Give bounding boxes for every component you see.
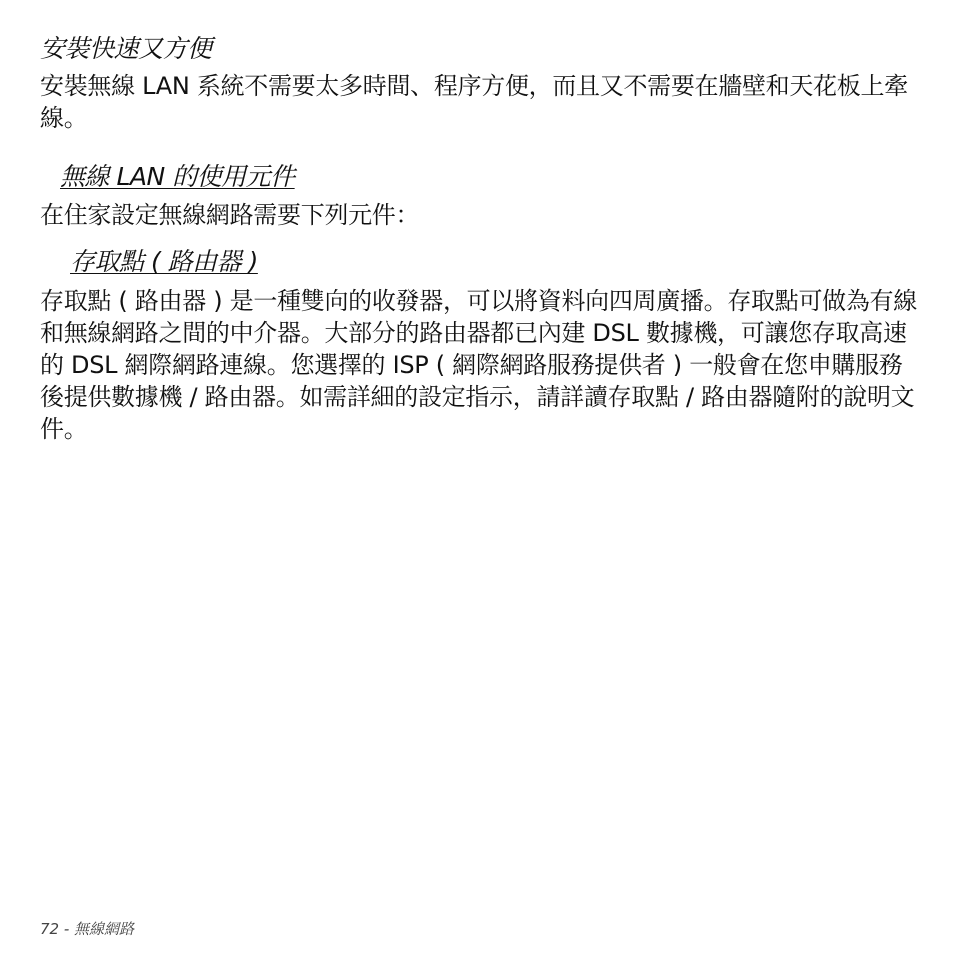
section-heading-install: 安裝快速又方便 bbox=[40, 34, 212, 63]
section-heading-access-point: 存取點 ( 路由器 ) bbox=[70, 247, 258, 276]
section-heading-components: 無線 LAN 的使用元件 bbox=[60, 162, 295, 191]
paragraph-components: 在住家設定無線網路需要下列元件： bbox=[40, 201, 420, 229]
paragraph-install: 安裝無線 LAN 系統不需要太多時間、程序方便，而且又不需要在牆壁和天花板上牽線。 bbox=[40, 72, 908, 132]
document-page bbox=[40, 32, 918, 445]
paragraph-access-point: 存取點 ( 路由器 ) 是一種雙向的收發器，可以將資料向四周廣播。存取點可做為有線和無線網路之間的中介器。大部分的路由器都已內建 DSL 數據機，可讓您存取高速的 DSL 網際網路連線。您選擇的 ISP ( 網際網路服務提供者 ) 一般會在您申購服務後提供數據機 / 路由器。如需詳細的設定指示，請詳讀存取點 / 路由器隨附的說明文件。 bbox=[40, 287, 917, 443]
page-footer: 72 - 無線網路 bbox=[40, 920, 135, 938]
